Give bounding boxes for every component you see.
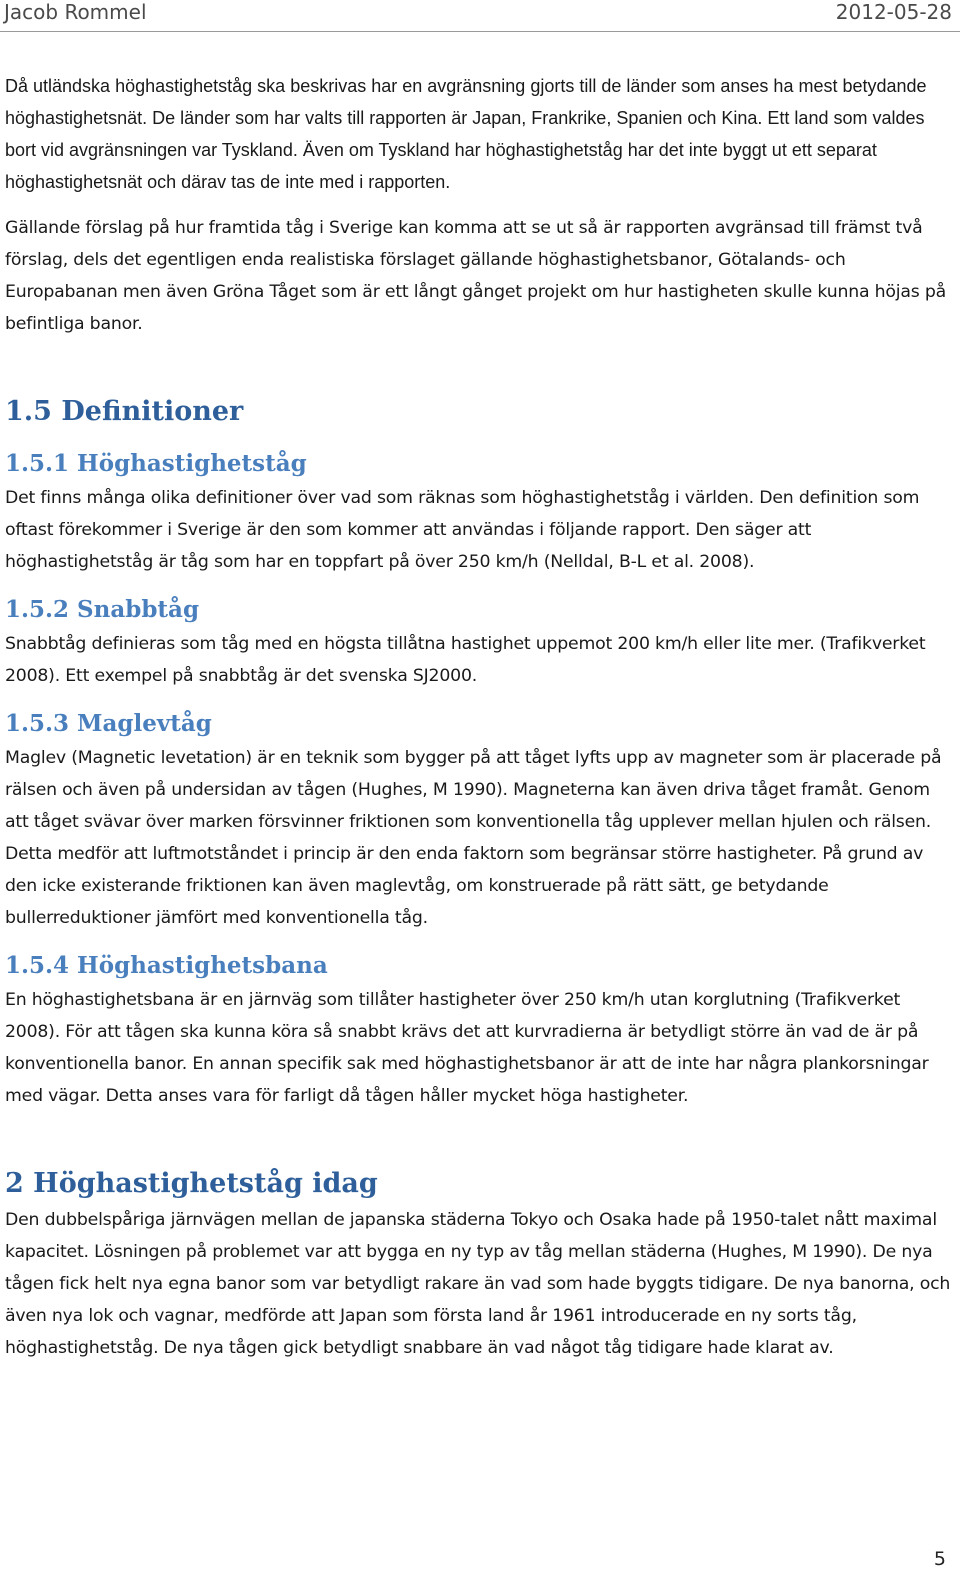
page-number: 5 bbox=[933, 1548, 946, 1570]
section-heading-hoghastighetsbana: 1.5.4 Höghastighetsbana bbox=[5, 952, 328, 979]
section-heading-definitions: 1.5 Definitioner bbox=[5, 396, 244, 427]
document-body bbox=[5, 70, 955, 1364]
section-heading-hoghastighetstag-idag: 2 Höghastighetståg idag bbox=[5, 1168, 378, 1199]
intro-paragraph: Då utländska höghastighetståg ska beskrivas har en avgränsning gjorts till de länder som anses ha mest betydande höghastighetsnät. De länder som har valts till rapporten är Japan, Frankrike, Spanien och Kina. Ett land som valdes bort vid avgränsningen var Tyskland. Även om Tyskland har höghastighetståg har det inte byggt ut ett separat höghastighetsnät och därav tas de inte med i rapporten. bbox=[5, 76, 927, 192]
paragraph-snabbtag: Snabbtåg definieras som tåg med en högsta tillåtna hastighet uppemot 200 km/h eller lite mer. (Trafikverket 2008). Ett exempel på snabbtåg är det svenska SJ2000. bbox=[5, 634, 926, 686]
header-divider bbox=[0, 31, 960, 32]
paragraph-hoghastighetsbana: En höghastighetsbana är en järnväg som tillåter hastigheter över 250 km/h utan korglutning (Trafikverket 2008). För att tågen ska kunna köra så snabbt krävs det att kurvradierna är betydligt större än vad de är på konventionella banor. En annan specifik sak med höghastighetsbanor är att de inte har några plankorsningar med vägar. Detta anses vara för farligt då tågen håller mycket höga hastigheter. bbox=[5, 990, 929, 1106]
section-heading-hoghastighetstag: 1.5.1 Höghastighetståg bbox=[5, 450, 307, 477]
header-author: Jacob Rommel bbox=[4, 0, 147, 24]
proposals-paragraph: Gällande förslag på hur framtida tåg i Sverige kan komma att se ut så är rapporten avgränsad till främst två förslag, dels det egentligen enda realistiska förslaget gällande höghastighetsbanor, Götalands- och Europabanan men även Gröna Tåget som är ett långt gånget projekt om hur hastigheten skulle kunna höjas på befintliga banor. bbox=[5, 218, 947, 334]
paragraph-hoghastighetstag: Det finns många olika definitioner över vad som räknas som höghastighetståg i världen. Den definition som oftast förekommer i Sverige är den som kommer att användas i följande rapport. Den säger att höghastighetståg är tåg som har en toppfart på över 250 km/h (Nelldal, B-L et al. 2008). bbox=[5, 488, 920, 572]
section-heading-snabbtag: 1.5.2 Snabbtåg bbox=[5, 596, 200, 623]
header-date: 2012-05-28 bbox=[835, 0, 952, 24]
page-header bbox=[0, 0, 960, 30]
paragraph-maglevtag: Maglev (Magnetic levetation) är en teknik som bygger på att tåget lyfts upp av magneter som är placerade på rälsen och även på undersidan av tågen (Hughes, M 1990). Magneterna kan även driva tåget framåt. Genom att tåget svävar över marken försvinner friktionen som konventionella tåg upplever mellan hjulen och rälsen. Detta medför att luftmotståndet i princip är den enda faktorn som begränsar större hastigheter. På grund av den icke existerande friktionen kan även maglevtåg, om konstruerade på rätt sätt, ge betydande bullerreduktioner jämfört med konventionella tåg. bbox=[5, 748, 942, 928]
section-heading-maglevtag: 1.5.3 Maglevtåg bbox=[5, 710, 212, 737]
paragraph-hoghastighetstag-idag: Den dubbelspåriga järnvägen mellan de japanska städerna Tokyo och Osaka hade på 1950-talet nått maximal kapacitet. Lösningen på problemet var att bygga en ny typ av tåg mellan städerna (Hughes, M 1990). De nya tågen fick helt nya egna banor som var betydligt rakare än vad som hade byggts tidigare. De nya banorna, och även nya lok och vagnar, medförde att Japan som första land år 1961 introducerade en ny sorts tåg, höghastighetståg. De nya tågen gick betydligt snabbare än vad något tåg tidigare hade klarat av. bbox=[5, 1210, 951, 1358]
